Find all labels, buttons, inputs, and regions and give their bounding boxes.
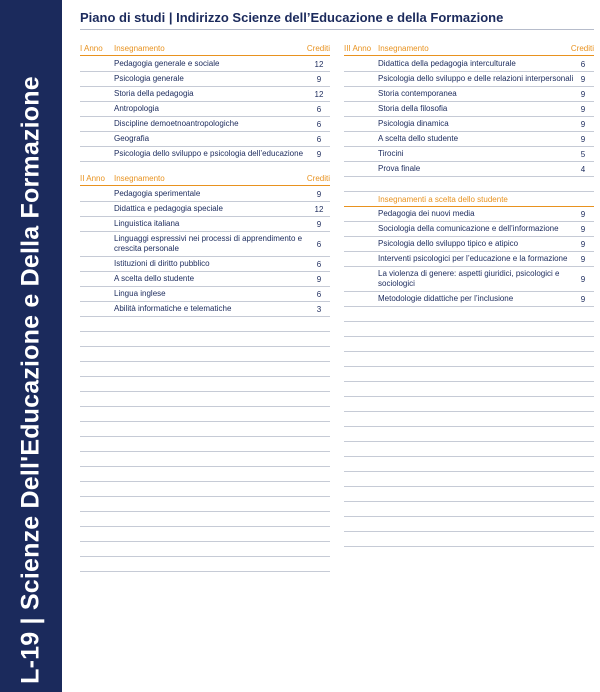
blank-row bbox=[344, 427, 594, 442]
table-row bbox=[344, 102, 594, 117]
right-blank-rows bbox=[344, 307, 594, 547]
course-name: Psicologia generale bbox=[114, 74, 184, 83]
table-row bbox=[344, 237, 594, 252]
blank-row bbox=[80, 407, 330, 422]
table-row bbox=[344, 87, 594, 102]
table-row bbox=[80, 217, 330, 232]
course-credits: 12 bbox=[314, 204, 324, 214]
course-credits: 9 bbox=[580, 294, 586, 304]
year3-label: III Anno bbox=[344, 44, 372, 53]
year3-header bbox=[344, 42, 594, 56]
course-name: Interventi psicologici per l’educazione e la formazione bbox=[378, 254, 568, 263]
course-credits: 6 bbox=[316, 119, 322, 129]
blank-row bbox=[80, 377, 330, 392]
blank-row bbox=[344, 457, 594, 472]
blank-row bbox=[344, 412, 594, 427]
year1-rows bbox=[80, 57, 330, 162]
blank-row bbox=[344, 352, 594, 367]
table-row bbox=[344, 72, 594, 87]
degree-label: L-19 | Scienze Dell'Educazione e Della Formazione bbox=[16, 76, 45, 684]
course-name: Storia contemporanea bbox=[378, 89, 457, 98]
page-title: Piano di studi | Indirizzo Scienze dell’Educazione e della Formazione bbox=[80, 10, 504, 25]
right-column bbox=[344, 42, 594, 547]
table-row bbox=[80, 232, 330, 257]
course-credits: 9 bbox=[580, 224, 586, 234]
blank-row bbox=[80, 497, 330, 512]
course-credits: 9 bbox=[580, 209, 586, 219]
blank-row bbox=[80, 542, 330, 557]
electives-header: Insegnamenti a scelta dello studente bbox=[344, 192, 594, 207]
year2-header bbox=[80, 172, 330, 186]
blank-row bbox=[80, 467, 330, 482]
blank-row bbox=[80, 362, 330, 377]
course-credits: 9 bbox=[580, 104, 586, 114]
course-credits: 9 bbox=[316, 274, 322, 284]
course-credits: 6 bbox=[580, 59, 586, 69]
blank-row bbox=[80, 347, 330, 362]
course-name: Geografia bbox=[114, 134, 150, 143]
blank-row bbox=[344, 322, 594, 337]
table-row bbox=[80, 87, 330, 102]
course-name: Psicologia dello sviluppo e delle relazioni interpersonali bbox=[378, 74, 574, 83]
year1-course-header: Insegnamento bbox=[114, 44, 165, 53]
table-row bbox=[344, 222, 594, 237]
course-name: Didattica della pedagogia interculturale bbox=[378, 59, 516, 68]
course-name: Pedagogia sperimentale bbox=[114, 189, 201, 198]
course-name: A scelta dello studente bbox=[114, 274, 195, 283]
table-row bbox=[80, 117, 330, 132]
blank-row bbox=[80, 422, 330, 437]
table-row bbox=[80, 187, 330, 202]
table-row bbox=[344, 132, 594, 147]
course-credits: 9 bbox=[580, 254, 586, 264]
course-name: Pedagogia dei nuovi media bbox=[378, 209, 475, 218]
blank-row bbox=[80, 557, 330, 572]
blank-row bbox=[344, 367, 594, 382]
course-credits: 6 bbox=[316, 289, 322, 299]
blank-row bbox=[80, 527, 330, 542]
course-credits: 9 bbox=[316, 74, 322, 84]
course-credits: 9 bbox=[316, 149, 322, 159]
course-credits: 9 bbox=[580, 89, 586, 99]
course-credits: 9 bbox=[580, 134, 586, 144]
year1-label: I Anno bbox=[80, 44, 103, 53]
blank-row bbox=[344, 472, 594, 487]
course-credits: 6 bbox=[316, 134, 322, 144]
table-row bbox=[344, 252, 594, 267]
table-row bbox=[80, 72, 330, 87]
course-credits: 3 bbox=[316, 304, 322, 314]
year1-credits-header: Crediti bbox=[306, 44, 330, 53]
course-name: Storia della filosofia bbox=[378, 104, 448, 113]
blank-row bbox=[344, 397, 594, 412]
course-name: Lingua inglese bbox=[114, 289, 166, 298]
table-row bbox=[80, 102, 330, 117]
blank-row bbox=[80, 332, 330, 347]
course-credits: 12 bbox=[314, 59, 324, 69]
course-name: Linguaggi espressivi nei processi di apprendimento e crescita personale bbox=[114, 234, 303, 253]
blank-row bbox=[344, 307, 594, 322]
blank-row bbox=[344, 177, 594, 192]
blank-row bbox=[80, 482, 330, 497]
table-row bbox=[80, 302, 330, 317]
blank-row bbox=[344, 337, 594, 352]
course-name: Metodologie didattiche per l’inclusione bbox=[378, 294, 514, 303]
course-credits: 9 bbox=[580, 274, 586, 284]
table-row bbox=[80, 147, 330, 162]
course-name: Psicologia dello sviluppo tipico e atipico bbox=[378, 239, 519, 248]
course-credits: 6 bbox=[316, 104, 322, 114]
course-credits: 9 bbox=[316, 219, 322, 229]
course-name: Abilità informatiche e telematiche bbox=[114, 304, 232, 313]
left-blank-rows bbox=[80, 317, 330, 572]
course-name: La violenza di genere: aspetti giuridici, psicologici e sociologici bbox=[378, 269, 560, 288]
sidebar-band bbox=[0, 0, 62, 692]
year3-rows bbox=[344, 57, 594, 177]
blank-row bbox=[80, 512, 330, 527]
table-row bbox=[80, 202, 330, 217]
course-name: Pedagogia generale e sociale bbox=[114, 59, 220, 68]
course-credits: 5 bbox=[580, 149, 586, 159]
table-row bbox=[344, 162, 594, 177]
course-credits: 6 bbox=[316, 259, 322, 269]
course-name: Prova finale bbox=[378, 164, 421, 173]
blank-row bbox=[80, 437, 330, 452]
blank-row bbox=[344, 487, 594, 502]
table-row bbox=[344, 267, 594, 292]
year2-course-header: Insegnamento bbox=[114, 174, 165, 183]
year2-label: II Anno bbox=[80, 174, 105, 183]
course-credits: 4 bbox=[580, 164, 586, 174]
blank-row bbox=[80, 452, 330, 467]
blank-row bbox=[344, 442, 594, 457]
year2-credits-header: Crediti bbox=[306, 174, 330, 183]
year3-course-header: Insegnamento bbox=[378, 44, 429, 53]
course-name: Storia della pedagogia bbox=[114, 89, 194, 98]
course-name: A scelta dello studente bbox=[378, 134, 459, 143]
blank-row bbox=[344, 382, 594, 397]
table-row bbox=[80, 272, 330, 287]
course-credits: 9 bbox=[580, 239, 586, 249]
year2-rows bbox=[80, 187, 330, 317]
course-name: Discipline demoetnoantropologiche bbox=[114, 119, 239, 128]
table-row bbox=[344, 292, 594, 307]
blank-row bbox=[80, 392, 330, 407]
year1-header bbox=[80, 42, 330, 56]
course-credits: 6 bbox=[316, 239, 322, 249]
left-column bbox=[80, 42, 330, 572]
course-name: Linguistica italiana bbox=[114, 219, 180, 228]
table-row bbox=[344, 147, 594, 162]
blank-row bbox=[344, 502, 594, 517]
table-row bbox=[80, 132, 330, 147]
blank-row bbox=[344, 517, 594, 532]
title-divider bbox=[80, 29, 594, 30]
course-name: Antropologia bbox=[114, 104, 159, 113]
table-row bbox=[80, 257, 330, 272]
course-name: Istituzioni di diritto pubblico bbox=[114, 259, 210, 268]
blank-row bbox=[344, 532, 594, 547]
course-name: Didattica e pedagogia speciale bbox=[114, 204, 223, 213]
table-row bbox=[344, 207, 594, 222]
course-credits: 9 bbox=[316, 189, 322, 199]
table-row bbox=[344, 57, 594, 72]
table-row bbox=[344, 117, 594, 132]
table-row bbox=[80, 57, 330, 72]
table-row bbox=[80, 287, 330, 302]
blank-row bbox=[80, 317, 330, 332]
course-name: Psicologia dello sviluppo e psicologia dell’educazione bbox=[114, 149, 304, 158]
course-credits: 12 bbox=[314, 89, 324, 99]
course-credits: 9 bbox=[580, 119, 586, 129]
year3-credits-header: Crediti bbox=[570, 44, 594, 53]
course-name: Psicologia dinamica bbox=[378, 119, 449, 128]
elective-rows bbox=[344, 207, 594, 307]
course-credits: 9 bbox=[580, 74, 586, 84]
course-name: Sociologia della comunicazione e dell’informazione bbox=[378, 224, 559, 233]
course-name: Tirocini bbox=[378, 149, 404, 158]
